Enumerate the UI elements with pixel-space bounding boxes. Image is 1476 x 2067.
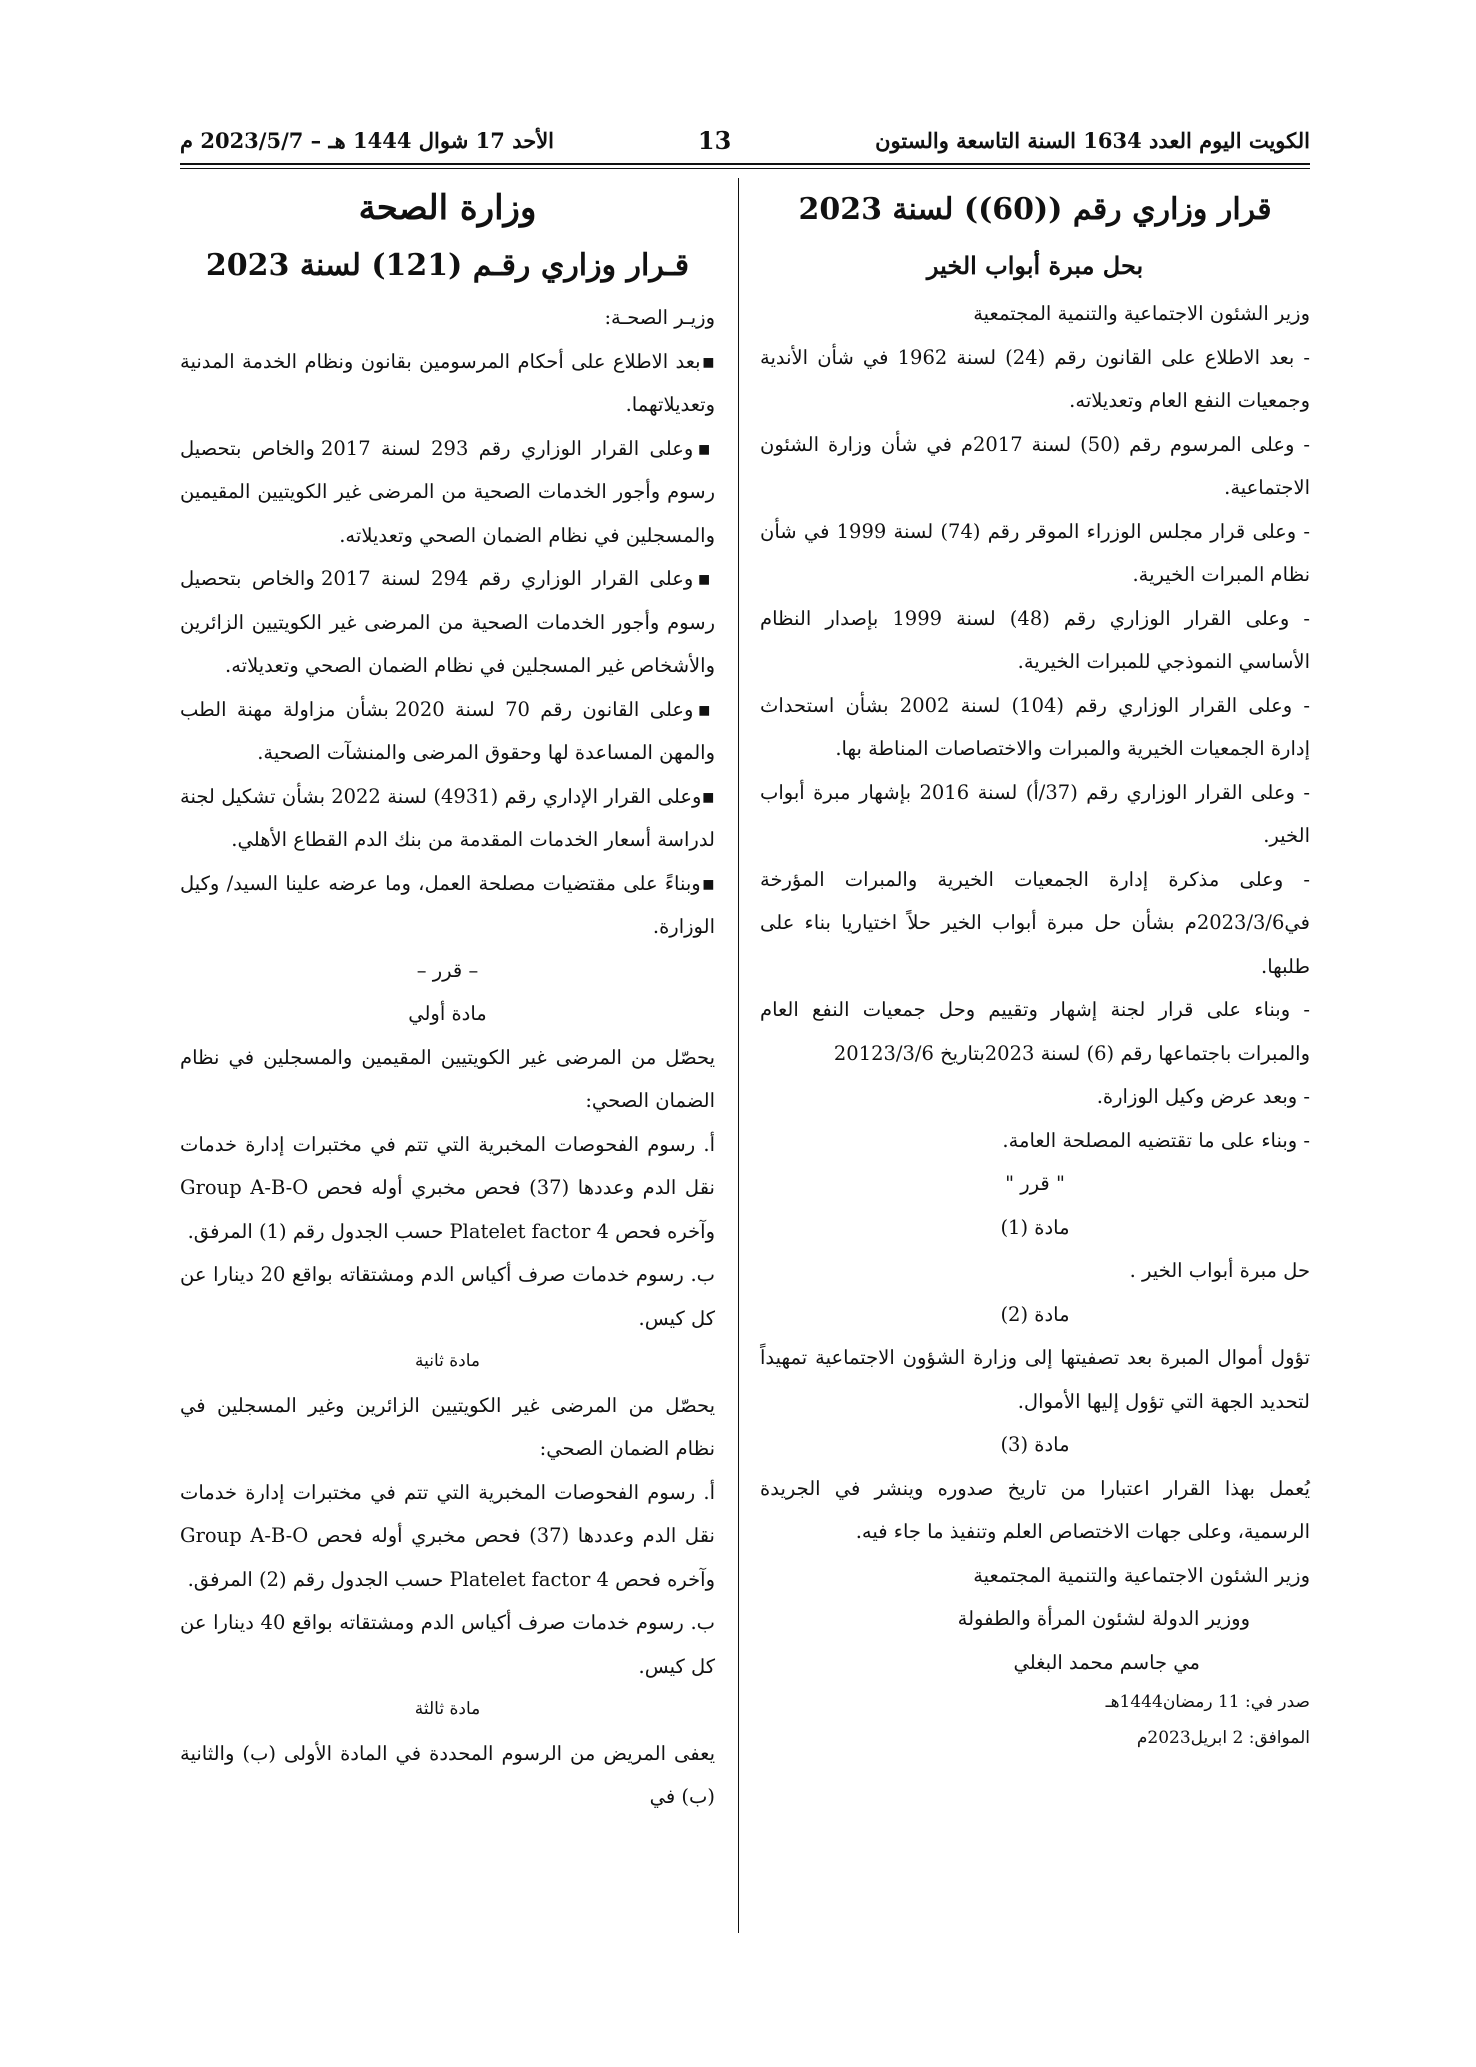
article-1-item-a: أ. رسوم الفحوصات المخبرية التي تتم في مختبرات إدارة خدمات نقل الدم وعددها (37) فحص مخبري أوله فحص Group A-B-O وآخره فحص Platelet factor 4 حسب الجدول رقم (1) المرفق. — [180, 1132, 715, 1243]
signature-title-1: وزير الشئون الاجتماعية والتنمية المجتمعية — [973, 1563, 1310, 1587]
preamble-item: - وعلى مذكرة إدارة الجمعيات الخيرية والمبرات المؤرخة في2023/3/6م بشأن حل مبرة أبواب الخير حلاً اختياريا بناء على طلبها. — [760, 867, 1310, 978]
preamble-item: ▪بعد الاطلاع على أحكام المرسومين بقانون ونظام الخدمة المدنية وتعديلاتهما. — [180, 349, 715, 416]
article-1-title: مادة أولي — [408, 1002, 487, 1025]
ministry-heading: وزارة الصحة — [358, 188, 537, 228]
page-header — [180, 118, 1310, 162]
article-1-text: حل مبرة أبواب الخير . — [1129, 1259, 1310, 1282]
corresponding-date: الموافق: 2 ابريل2023م — [1136, 1728, 1310, 1748]
header-rule — [180, 163, 1310, 165]
preamble-item: - بعد الاطلاع على القانون رقم (24) لسنة 1962 في شأن الأندية وجمعيات النفع العام وتعديلاته. — [760, 345, 1310, 412]
preamble-item: - وعلى القرار الوزاري رقم (48) لسنة 1999 بإصدار النظام الأساسي النموذجي للمبرات الخيرية. — [760, 606, 1310, 673]
decree-60-subtitle: بحل مبرة أبواب الخير — [926, 251, 1144, 280]
signature-title-2: ووزير الدولة لشئون المرأة والطفولة — [957, 1607, 1250, 1630]
article-1-title: مادة (1) — [1000, 1215, 1070, 1239]
preamble-item: - وعلى قرار مجلس الوزراء الموقر رقم (74) لسنة 1999 في شأن نظام المبرات الخيرية. — [760, 519, 1311, 586]
signature-name: مي جاسم محمد البغلي — [1013, 1650, 1200, 1674]
article-1-intro: يحصّل من المرضى غير الكويتيين المقيمين والمسجلين في نظام الضمان الصحي: — [180, 1045, 715, 1112]
right-column — [760, 180, 1310, 1756]
preamble-item: ▪وعلى القانون رقم 70 لسنة 2020 بشأن مزاولة مهنة الطب والمهن المساعدة لها وحقوق المرضى والمنشآت الصحية. — [180, 697, 715, 764]
header-rule-thin — [180, 168, 1310, 169]
article-2-title: مادة (2) — [1000, 1302, 1070, 1326]
article-2-item-b: ب. رسوم خدمات صرف أكياس الدم ومشتقاته بواقع 40 دينارا عن كل كيس. — [180, 1611, 715, 1678]
decided-heading: " قرر " — [1005, 1172, 1065, 1195]
preamble-item: - وعلى القرار الوزاري رقم (37/أ) لسنة 2016 بإشهار مبرة أبواب الخير. — [760, 780, 1311, 847]
article-2-item-a: أ. رسوم الفحوصات المخبرية التي تتم في مختبرات إدارة خدمات نقل الدم وعددها (37) فحص مخبري أوله فحص Group A-B-O وآخره فحص Platelet factor 4 حسب الجدول رقم (2) المرفق. — [180, 1480, 715, 1591]
page-number: 13 — [697, 125, 732, 155]
decree-121-title: قـرار وزاري رقـم (121) لسنة 2023 — [205, 248, 690, 283]
decree-60-issuer: وزير الشئون الاجتماعية والتنمية المجتمعية — [973, 302, 1310, 325]
preamble-item: - وبناء على قرار لجنة إشهار وتقييم وحل جمعيات النفع العام والمبرات باجتماعها رقم (6) لسنة 2023بتاريخ 20123/3/6 — [760, 998, 1310, 1065]
article-2-text: تؤول أموال المبرة بعد تصفيتها إلى وزارة الشؤون الاجتماعية تمهيداً لتحديد الجهة التي تؤول إليها الأموال. — [760, 1346, 1310, 1413]
article-3-text: يعفى المريض من الرسوم المحددة في المادة الأولى (ب) والثانية (ب) في — [180, 1741, 715, 1808]
article-2-intro: يحصّل من المرضى غير الكويتيين الزائرين وغير المسجلين في نظام الضمان الصحي: — [180, 1393, 715, 1460]
preamble-item: ▪وعلى القرار الوزاري رقم 293 لسنة 2017 والخاص بتحصيل رسوم وأجور الخدمات الصحية من المرضى غير الكويتيين المقيمين والمسجلين في نظام الضمان الصحي وتعديلاته. — [180, 436, 715, 547]
column-divider — [738, 178, 739, 1933]
left-column — [180, 180, 715, 1819]
article-1-item-b: ب. رسوم خدمات صرف أكياس الدم ومشتقاته بواقع 20 دينارا عن كل كيس. — [180, 1263, 715, 1330]
decree-121-issuer: وزيـر الصحـة: — [604, 306, 715, 329]
preamble-item: ▪وبناءً على مقتضيات مصلحة العمل، وما عرضه علينا السيد/ وكيل الوزارة. — [180, 871, 715, 938]
header-issue-info: الكويت اليوم العدد 1634 السنة التاسعة والستون — [875, 127, 1310, 153]
preamble-item: - وبناء على ما تقتضيه المصلحة العامة. — [1002, 1128, 1310, 1152]
preamble-item: - وعلى القرار الوزاري رقم (104) لسنة 2002 بشأن استحداث إدارة الجمعيات الخيرية والمبرات والاختصاصات المناطة بها. — [760, 693, 1310, 760]
preamble-item: ▪وعلى القرار الوزاري رقم 294 لسنة 2017 والخاص بتحصيل رسوم وأجور الخدمات الصحية من المرضى غير الكويتيين الزائرين والأشخاص غير المسجلين في نظام الضمان الصحي وتعديلاته. — [180, 567, 715, 677]
preamble-item: - وعلى المرسوم رقم (50) لسنة 2017م في شأن وزارة الشئون الاجتماعية. — [760, 432, 1310, 499]
article-3-title: مادة ثالثة — [414, 1699, 481, 1719]
decree-60-title: قرار وزاري رقم ((60)) لسنة 2023 — [798, 192, 1272, 227]
article-3-text: يُعمل بهذا القرار اعتبارا من تاريخ صدوره وينشر في الجريدة الرسمية، وعلى جهات الاختصاص العلم وتنفيذ ما جاء فيه. — [760, 1476, 1310, 1543]
article-3-title: مادة (3) — [1000, 1433, 1070, 1456]
header-date: الأحد 17 شوال 1444 هـ – 2023/5/7 م — [180, 127, 555, 153]
issued-date: صدر في: 11 رمضان1444هـ — [1105, 1692, 1310, 1712]
preamble-item: - وبعد عرض وكيل الوزارة. — [1096, 1085, 1310, 1108]
article-2-title: مادة ثانية — [414, 1351, 481, 1371]
preamble-item: ▪وعلى القرار الإداري رقم (4931) لسنة 2022 بشأن تشكيل لجنة لدراسة أسعار الخدمات المقدمة من بنك الدم القطاع الأهلي. — [180, 784, 716, 851]
decided-heading: – قرر – — [416, 958, 479, 982]
